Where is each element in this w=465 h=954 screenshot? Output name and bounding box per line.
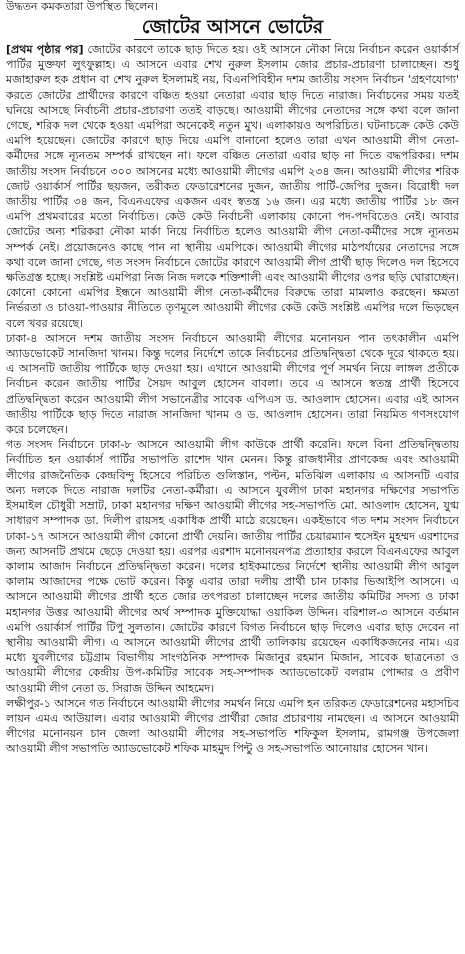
article-paragraph-1: [6, 42, 459, 331]
article-paragraph-4: [6, 696, 459, 757]
article-headline: জোটের আসনে ভোটের: [134, 16, 331, 40]
paragraph-text-3: গত সংসদ নির্বাচনে ঢাকা-৮ আসনে আওয়ামী লীগ কাউকে প্রার্থী করেনি। ফলে বিনা প্রতিদ্বন্দ্বিতায় নির্বাচিত হন ওয়ার্কার্স পার্টির সভাপতি রাশেদ খান মেনন। কিন্তু রাজধানীর প্রাণকেন্দ্র এবং আওয়ামী লীগের রাজনৈতিক কেন্দ্রবিন্দু হিসেবে পরিচিত গুলিস্তান, পল্টন, মতিঝিল এলাকায় এ আসনটি এবার অন্য দলকে দিতে নারাজ দলটির নেতা-কর্মীরা। এ আসনে যুবলীগ ঢাকা মহানগর দক্ষিণের সভাপতি ইসমাইল চৌধুরী সম্রাট, ঢাকা মহানগর দক্ষিণ আওয়ামী লীগের সহ-সভাপতি মো. আওলাদ হোসেন, যুগ্ম সাধারণ সম্পাদক ডা. দিলীপ রায়সহ একাধিক প্রার্থী মাঠে রয়েছেন। একইভাবে গত দশম সংসদ নির্বাচনে ঢাকা-১৭ আসনে আওয়ামী লীগ কোনো প্রার্থী দেয়নি। জাতীয় পার্টির চেয়ারম্যান হুসেইন মুহম্মদ এরশাদের জন্য আসনটি প্রথমে ছেড়ে দেওয়া হয়। এরপর এরশাদ মনোনয়নপত্র প্রত্যাহার করলে বিএনএফের আবুল কালাম আজাদ নির্বাচনে প্রতিদ্বন্দ্বিতা করেন। দলের হাইকমান্ডের নির্দেশে স্থানীয় আওয়ামী লীগ আবুল কালাম আজাদের পক্ষে ভোট করেন। কিন্তু এবার তারা দলীয় প্রার্থী চান ঢাকার ভিআইপি আসনে। এ আসনে আওয়ামী লীগের প্রার্থী হতে জোর তৎপরতা চালাচ্ছেন দলের জাতীয় কমিটির সদস্য ও ঢাকা মহানগর উত্তর আওয়ামী লীগের অর্থ সম্পাদক মুক্তিযোদ্ধা ওয়াকিল উদ্দিন। বরিশাল-৩ আসনে বর্তমান এমপি ওয়ার্কার্স পার্টির টিপু সুলতান। জোটের কারণে বিগত নির্বাচনে ছাড় দিলেও এবার ছাড় দেবেন না স্থানীয় আওয়ামী লীগ। এ আসনে আওয়ামী লীগের প্রার্থী তালিকায় রয়েছেন একাধিকজনের নাম। এর মধ্যে যুবলীগের চট্টগ্রাম বিভাগীয় সাংগঠনিক সম্পাদক মিজানুর রহমান মিজান, সাবেক ছাত্রনেতা ও আওয়ামী লীগের কেন্দ্রীয় উপ-কমিটির সাবেক সহ-সম্পাদক অ্যাডভোকেট বলরাম পোদ্দার ও প্রবীণ আওয়ামী লীগ নেতা ড. সিরাজ উদ্দিন আহমেদ।: [6, 438, 459, 695]
paragraph-text-2: ঢাকা-৪ আসনে দশম জাতীয় সংসদ নির্বাচনে আওয়ামী লীগের মনোনয়ন পান তৎকালীন এমপি অ্যাডভোকেট সানজিদা খানম। কিন্তু দলের নির্দেশে তাকে নির্বাচনের প্রতিদ্বন্দ্বিতা থেকে দূরে থাকতে হয়। এ আসনটি জাতীয় পার্টিকে ছাড় দেওয়া হয়। এখানে আওয়ামী লীগের পূর্ণ সমর্থন নিয়ে লাঙ্গল প্রতীকে নির্বাচন করেন জাতীয় পার্টির সৈয়দ আবুল হোসেন বাবলা। তবে এ আসনে স্বতন্ত্র প্রার্থী হিসেবে প্রতিদ্বন্দ্বিতা করেন আওয়ামী লীগ সভানেত্রীর সাবেক এপিএস ড. আওলাদ হোসেন। এবার এই আসন জাতীয় পার্টিকে ছাড় দিতে নারাজ সানজিদা খানম ও ড. আওলাদ হোসেন। তারা নিয়মিত গণসংযোগ করে চলেছেন।: [6, 331, 459, 437]
headline-container: [6, 16, 459, 40]
paragraph-text-4: লক্ষীপুর-১ আসনে গত নির্বাচনে আওয়ামী লীগের সমর্থন নিয়ে এমপি হন তরিকত ফেডারেশনের মহাসচিব লায়ন এমএ আউয়াল। এবার আওয়ামী লীগের প্রার্থীরা জোর প্রচারণায় নামছেন। এ আসনে আওয়ামী লীগের মনোনয়ন চান জেলা আওয়ামী লীগের সহ-সভাপতি শফিকুল ইসলাম, রামগঞ্জ উপজেলা আওয়ামী লীগ সভাপতি অ্যাডভোকেট শফিক মাহমুদ পিন্টু ও সহ-সভাপতি আনোয়ার হোসেন খান।: [6, 696, 459, 756]
previous-article-tail: উদ্ধতন কমকতারা উপস্থিত ছিলেন।: [6, 0, 158, 13]
article-paragraph-2: [6, 331, 459, 437]
article-paragraph-3: [6, 437, 459, 695]
paragraph-text-1: জোটের কারণে তাকে ছাড় দিতে হয়। ওই আসনে নৌকা নিয়ে নির্বাচন করেন ওয়ার্কার্স পার্টির মুক্তফা লুৎফুল্লাহ। এ আসনে এবার শেখ নুরুল ইসলাম জোর প্রচার-প্রচারণা চালাচ্ছেন। শুধু মজাহারুল হক প্রধান বা শেখ নুরুল ইসলামই নয়, বিএনপিবিহীন দশম জাতীয় সংসদ নির্বাচন 'গ্রহণযোগ্য' করতে জোটের প্রার্থীদের কারণে বঞ্চিত হওয়া নেতারা এবার ছাড় দিতে নারাজ। নির্বাচনের সময় যতই ঘনিয়ে আসছে নির্বাচনী প্রচার-প্রচারণা ততই বাড়ছে। আওয়ামী লীগের নেতাদের সঙ্গে কথা বলে জানা গেছে, শরিক দল থেকে হওয়া এমপিরা অনেকেই নতুন মুখ। এলাকায়ও অপরিচিত। ঘটনাচক্রে কেউ কেউ এমপি হয়েছেন। জোটের কারণে ছাড় দিয়ে এমপি বানানো হলেও তারা এখন আওয়ামী লীগ নেতা-কর্মীদের সঙ্গে ন্যূনতম সম্পর্ক রাখছেন না। ফলে বঞ্চিত নেতারা এবার ছাড় না দিতে বদ্ধপরিকর। দশম জাতীয় সংসদ নির্বাচনে ৩০০ আসনের মধ্যে আওয়ামী লীগের এমপি ২৩৪ জন। আওয়ামী লীগের শরিক জোট ওয়ার্কার্স পার্টির ছয়জন, তরীকত ফেডারেশনের দুজন, জাতীয় পার্টি-জেপির দুজন। বিরোধী দল জাতীয় পার্টির ৩৪ জন, বিএনএফের একজন এবং স্বতন্ত্র ১৬ জন। এর মধ্যে জাতীয় পার্টির ১৮ জন এমপি প্রথমবারের মতো নির্বাচিত। কেউ কেউ নির্বাচনী এলাকায় কোনো পদ-পদবিতেও নেই। আবার জোটের অন্য শরিকরা নৌকা মার্কা নিয়ে নির্বাচিত হলেও আওয়ামী লীগ নেতা-কর্মীদের সঙ্গে ন্যূনতম সম্পর্ক নেই। প্রয়োজনেও কাছে পান না স্থানীয় এমপিকে। আওয়ামী লীগের মাঠপর্যায়ের নেতাদের সঙ্গে কথা বলে জানা গেছে, গত সংসদ নির্বাচনে জোটের কারণে আওয়ামী লীগ প্রার্থী ছাড় দিলেও দল হিসেবে ক্ষতিগ্রস্ত হচ্ছে। সংশ্লিষ্ট এমপিরা নিজ নিজ দলকে শক্তিশালী এবং আওয়ামী লীগের ওপর ছড়ি ঘোরাচ্ছেন। কোনো কোনো এমপির ইন্ধনে আওয়ামী লীগ নেতা-কর্মীদের বিরুদ্ধে তারা মামলাও করছেন। ক্ষমতা নির্ভরতা ও চাওয়া-পাওয়ার নীতিতে তৃণমূলে আওয়ামী লীগের কেউ কেউ সংশ্লিষ্ট এমপির দলে ভিড়ছেন বলে খবর রয়েছে।: [6, 43, 459, 330]
continuation-label: [প্রথম পৃষ্ঠার পর]: [6, 43, 84, 56]
article-body: [6, 42, 459, 757]
